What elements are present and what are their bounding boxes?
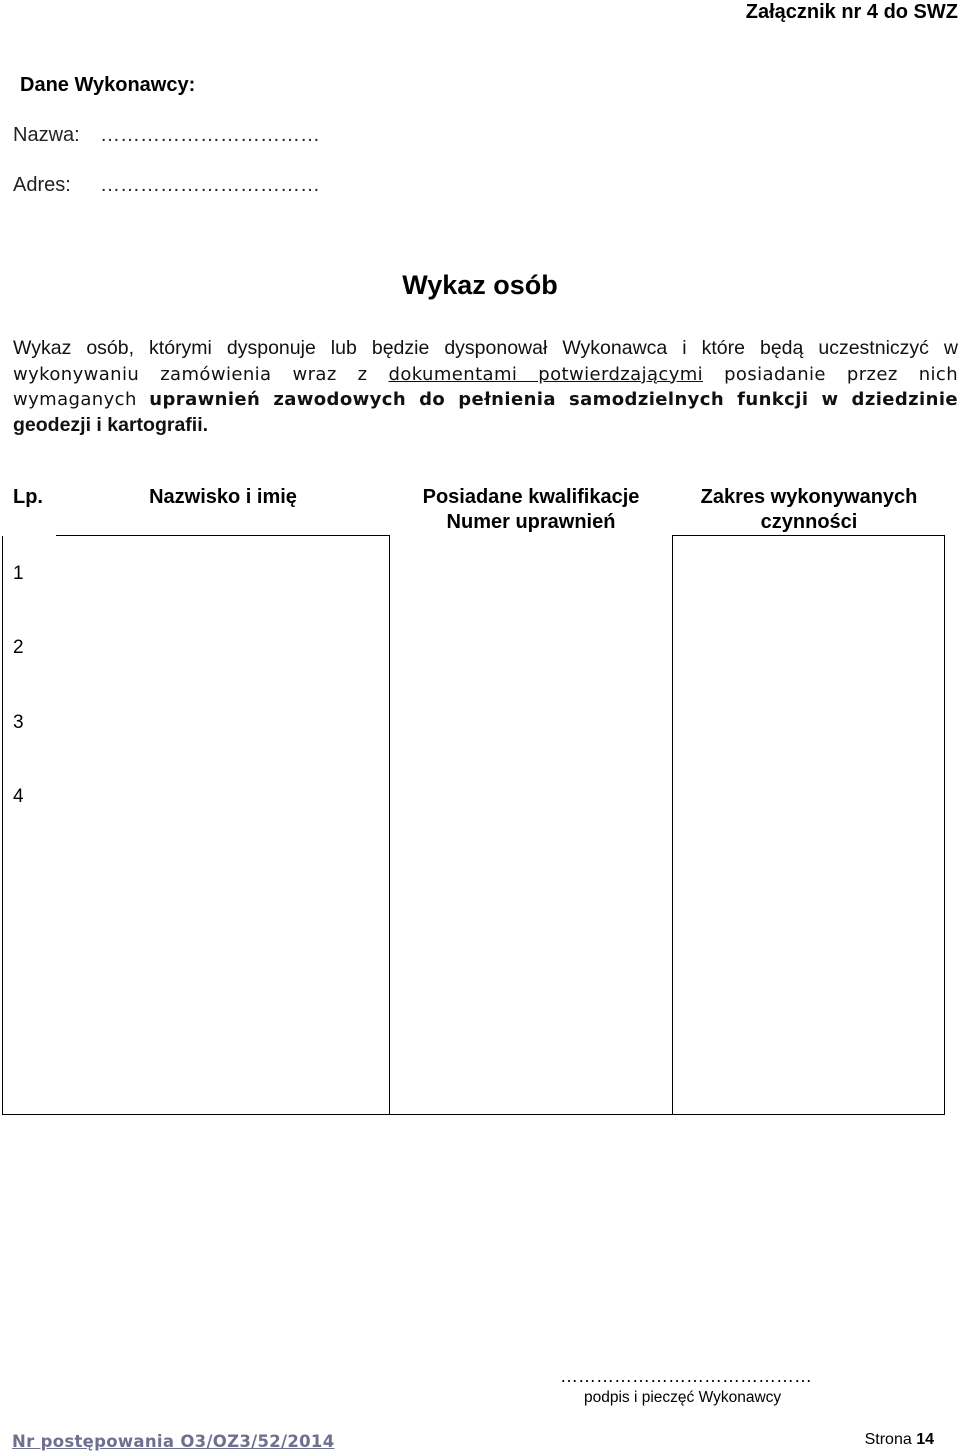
column-header-scope: [672, 485, 946, 535]
paragraph-line: [13, 362, 958, 388]
header-divider: [56, 535, 390, 536]
table-right-border: [944, 536, 945, 1114]
paragraph-text: wymaganych: [13, 389, 137, 410]
header-divider: [672, 535, 945, 536]
column-header-name: Nazwisko i imię: [149, 486, 297, 508]
paragraph-text: posiadanie przez nich: [724, 363, 959, 385]
column-header-lp: Lp.: [13, 486, 43, 508]
row-number: 2: [13, 637, 24, 658]
paragraph-text: wykonywaniu zamówienia wraz z: [13, 363, 368, 385]
page-label: Strona: [864, 1431, 912, 1448]
intro-paragraph: [13, 336, 958, 438]
header-line: Posiadane kwalifikacje: [422, 486, 640, 508]
paragraph-line: Wykaz osób, którymi dysponuje lub będzie dysponował Wykonawca i które będą uczestniczyć w: [13, 337, 958, 359]
table-left-border: [2, 536, 3, 1114]
row-number: 4: [13, 786, 24, 807]
annex-label: Załącznik nr 4 do SWZ: [745, 1, 958, 23]
case-number: Nr postępowania O3/OZ3/52/2014: [12, 1432, 335, 1451]
page-indicator: [865, 1431, 934, 1449]
signature-caption: podpis i pieczęć Wykonawcy: [584, 1389, 782, 1406]
paragraph-underlined-text: dokumentami potwierdzającymi: [388, 363, 704, 385]
page-number: 14: [916, 1431, 934, 1448]
column-divider: [672, 536, 673, 1114]
column-divider: [389, 536, 390, 1114]
table-bottom-border: [2, 1114, 945, 1115]
column-header-qualifications: [390, 485, 672, 535]
header-line: Zakres wykonywanych: [700, 486, 918, 508]
address-label: Adres:: [13, 174, 71, 196]
paragraph-line: [13, 387, 958, 413]
row-number: 1: [13, 563, 24, 584]
paragraph-bold-text: uprawnień zawodowych do pełnienia samodzielnych funkcji w dziedzinie: [149, 389, 959, 410]
document-title: Wykaz osób: [402, 270, 558, 300]
name-field[interactable]: ……………………………: [100, 124, 320, 146]
contractor-section-title: Dane Wykonawcy:: [20, 74, 196, 96]
row-number: 3: [13, 712, 24, 733]
name-label: Nazwa:: [13, 124, 80, 146]
header-line: Numer uprawnień: [446, 511, 616, 533]
paragraph-line: geodezji i kartografii.: [13, 413, 209, 436]
header-line: czynności: [760, 511, 858, 533]
signature-line: ……………………………………: [560, 1366, 812, 1386]
address-field[interactable]: ……………………………: [100, 174, 320, 196]
